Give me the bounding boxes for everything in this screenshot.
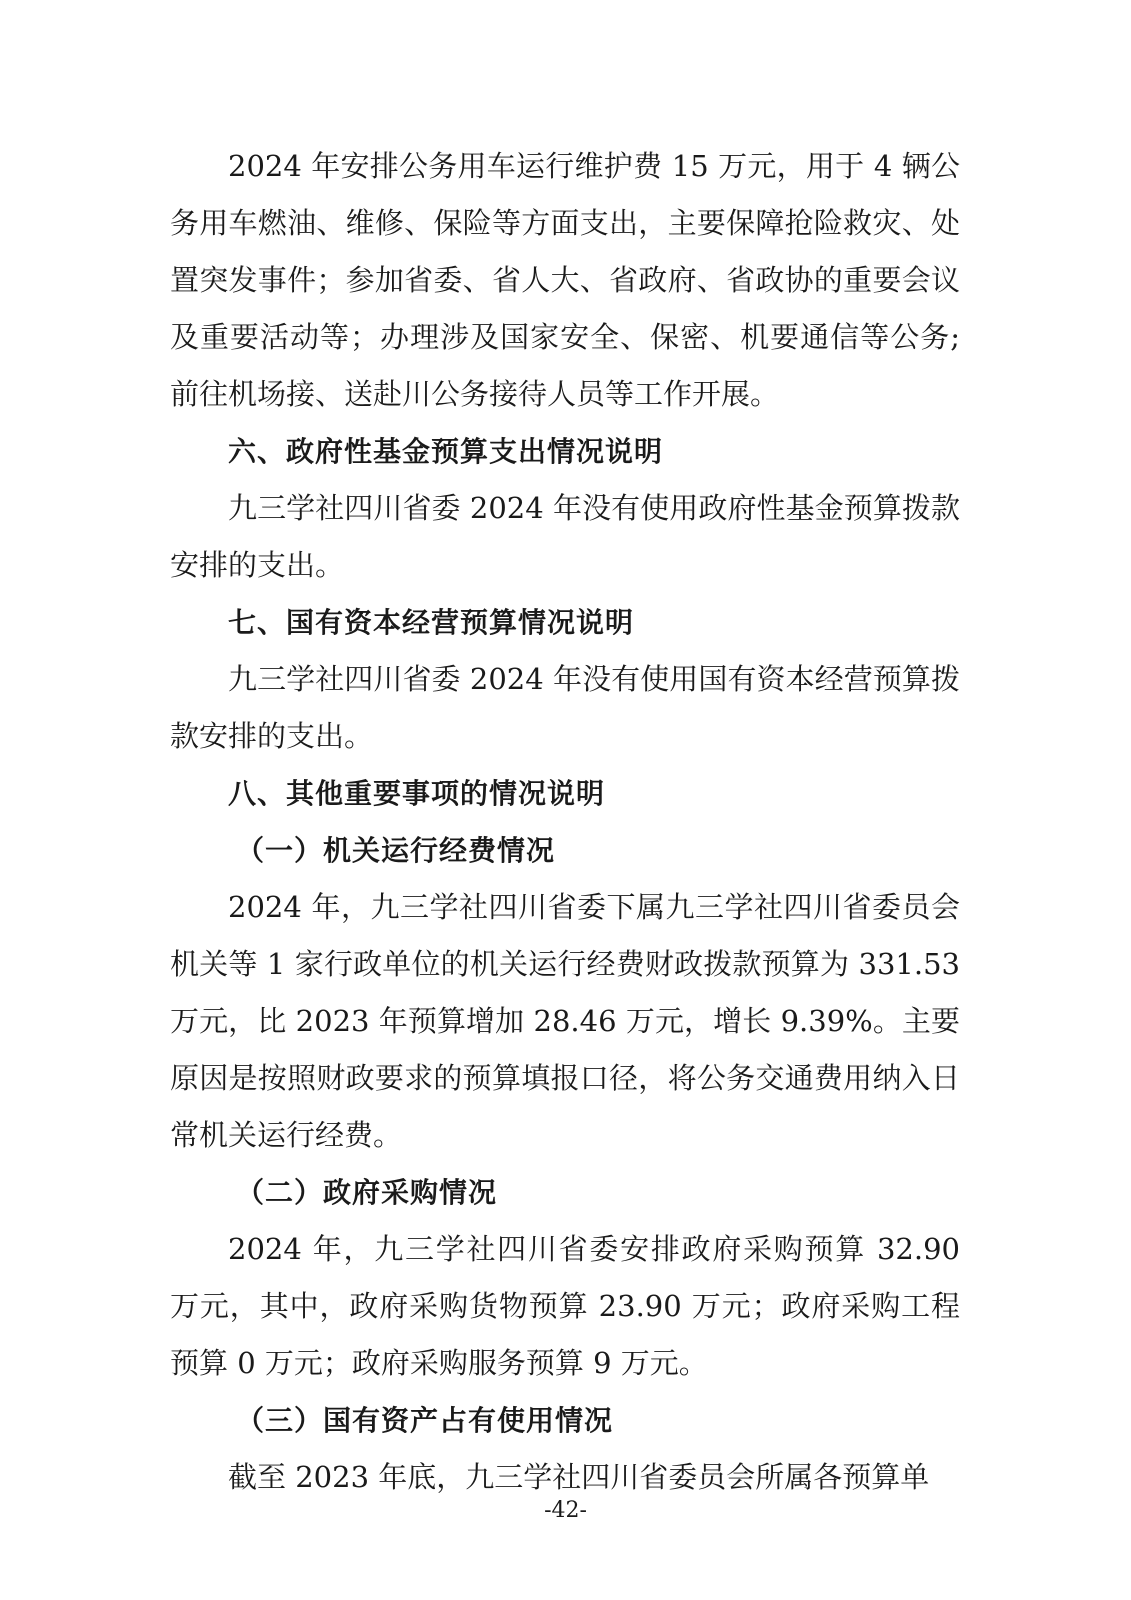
paragraph-vehicle-maintenance: 2024 年安排公务用车运行维护费 15 万元，用于 4 辆公务用车燃油、维修、保险等方面支出，主要保障抢险救灾、处置突发事件；参加省委、省人大、省政府、省政协的重要会议及重要活动等；办理涉及国家安全、保密、机要通信等公务;前往机场接、送赴川公务接待人员等工作开展。 — [170, 149, 960, 411]
subsection-heading-3: （三）国有资产占有使用情况 — [236, 1404, 614, 1437]
page-number: -42- — [544, 1498, 587, 1523]
paragraph-state-assets: 截至 2023 年底，九三学社四川省委员会所属各预算单 — [228, 1460, 930, 1494]
paragraph-procurement: 2024 年，九三学社四川省委安排政府采购预算 32.90 万元，其中，政府采购货物预算 23.90 万元；政府采购工程预算 0 万元；政府采购服务预算 9 万元。 — [170, 1232, 960, 1380]
paragraph-state-capital: 九三学社四川省委 2024 年没有使用国有资本经营预算拨款安排的支出。 — [170, 662, 960, 753]
section-heading-8: 八、其他重要事项的情况说明 — [228, 777, 606, 810]
subsection-heading-2: （二）政府采购情况 — [236, 1176, 498, 1209]
document-body — [170, 138, 960, 1506]
paragraph-gov-fund: 九三学社四川省委 2024 年没有使用政府性基金预算拨款安排的支出。 — [170, 491, 960, 582]
section-heading-7: 七、国有资本经营预算情况说明 — [228, 606, 635, 639]
subsection-heading-1: （一）机关运行经费情况 — [236, 834, 556, 867]
section-heading-6: 六、政府性基金预算支出情况说明 — [228, 435, 664, 468]
paragraph-operating-funds: 2024 年，九三学社四川省委下属九三学社四川省委员会机关等 1 家行政单位的机关运行经费财政拨款预算为 331.53 万元，比 2023 年预算增加 28.46 万元，增长 9.39%。主要原因是按照财政要求的预算填报口径，将公务交通费用纳入日常机关运行经费。 — [170, 890, 961, 1152]
